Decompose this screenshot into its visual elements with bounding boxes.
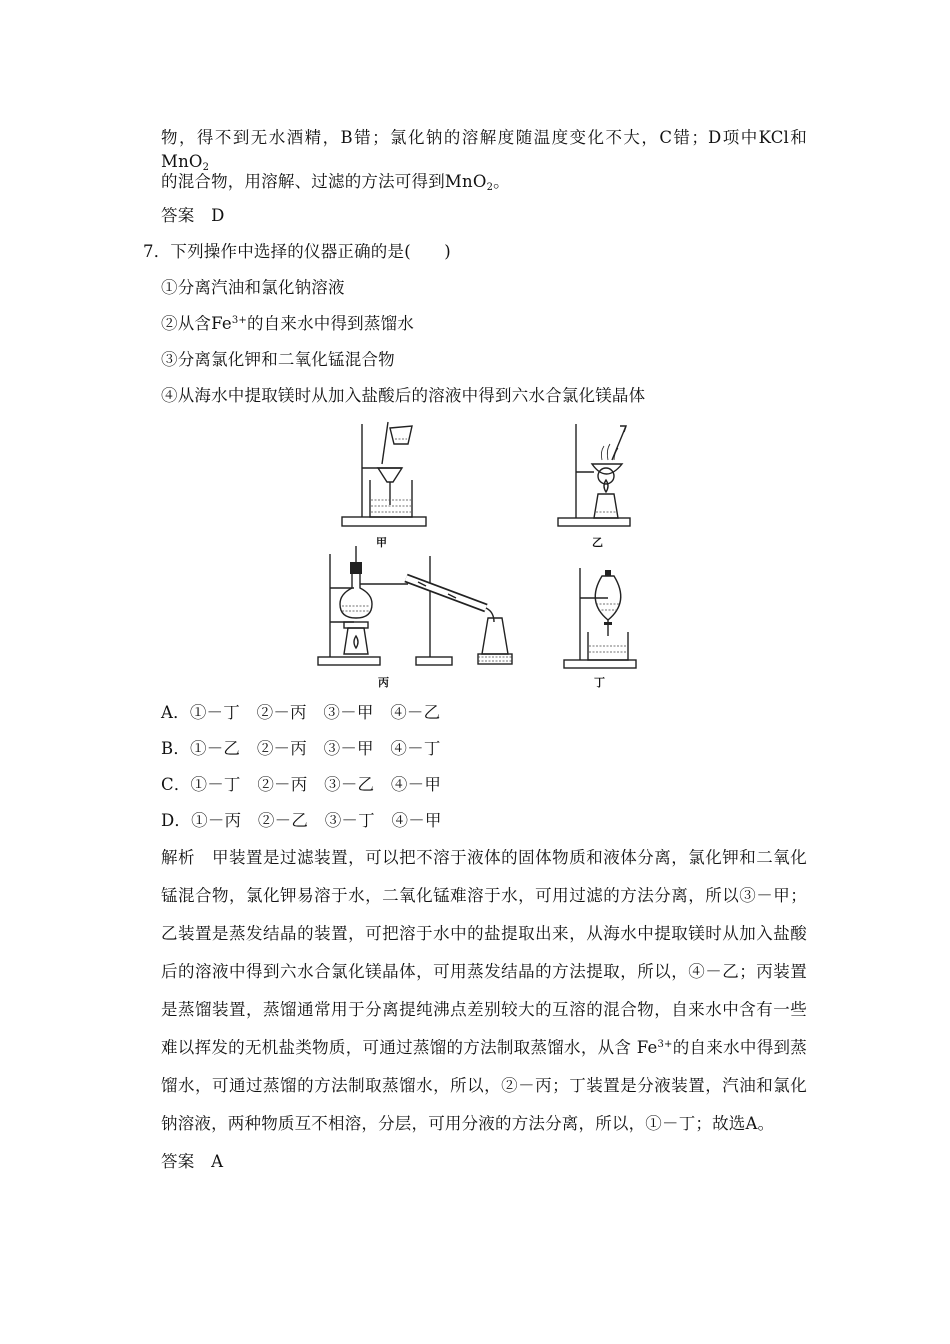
question-stem: 7．下列操作中选择的仪器正确的是( ) [143,242,451,261]
analysis-line-1: 解析 甲装置是过滤装置，可以把不溶于液体的固体物质和液体分离，氯化钾和二氧化 [161,848,807,867]
apparatus-yi-evaporation [556,422,636,530]
prev-explanation-line-2: 的混合物，用溶解、过滤的方法可得到MnO$_2$。 [161,172,510,193]
option-a: A．①－丁 ②－丙 ③－甲 ④－乙 [161,703,441,722]
figure-label-jia: 甲 [376,536,387,549]
option-d: D．①－丙 ②－乙 ③－丁 ④－甲 [161,811,442,830]
analysis-line-8: 钠溶液，两种物质互不相溶，分层，可用分液的方法分离，所以，①－丁；故选A。 [161,1114,775,1133]
option-b: B．①－乙 ②－丙 ③－甲 ④－丁 [161,739,441,758]
question-item-2: ②从含$Fe^{3+}$的自来水中得到蒸馏水 [161,314,414,333]
analysis-line-5: 是蒸馏装置，蒸馏通常用于分离提纯沸点差别较大的互溶的混合物，自来水中含有一些 [161,1000,807,1019]
analysis-line-4: 后的溶液中得到六水合氯化镁晶体，可用蒸发结晶的方法提取，所以，④－乙；丙装置 [161,962,807,981]
figure-label-bing: 丙 [378,676,389,689]
apparatus-jia-filtration [340,420,430,530]
question-item-3: ③分离氯化钾和二氧化锰混合物 [161,350,395,369]
analysis-answer: 答案 A [161,1152,224,1171]
prev-answer: 答案 D [161,206,225,225]
question-item-4: ④从海水中提取镁时从加入盐酸后的溶液中得到六水合氯化镁晶体 [161,386,646,405]
option-c: C．①－丁 ②－丙 ③－乙 ④－甲 [161,775,442,794]
analysis-line-6: 难以挥发的无机盐类物质，可通过蒸馏的方法制取蒸馏水，从含 $Fe^{3+}$的自来水中得到蒸 [161,1038,807,1057]
apparatus-bing-distillation [318,544,518,670]
analysis-line-7: 馏水，可通过蒸馏的方法制取蒸馏水，所以，②－丙；丁装置是分液装置，汽油和氯化 [161,1076,807,1095]
question-item-1: ①分离汽油和氯化钠溶液 [161,278,345,297]
figure-label-ding: 丁 [594,676,605,689]
figure-label-yi: 乙 [592,536,603,549]
apparatus-ding-separatory-funnel [562,566,642,672]
analysis-line-3: 乙装置是蒸发结晶的装置，可把溶于水中的盐提取出来，从海水中提取镁时从加入盐酸 [161,924,807,943]
prev-explanation-line-1: 物，得不到无水酒精，B错；氯化钠的溶解度随温度变化不大，C错；D项中KCl和MnO$_2$ [161,128,807,173]
analysis-line-2: 锰混合物，氯化钾易溶于水，二氧化锰难溶于水，可用过滤的方法分离，所以③－甲； [161,886,807,905]
